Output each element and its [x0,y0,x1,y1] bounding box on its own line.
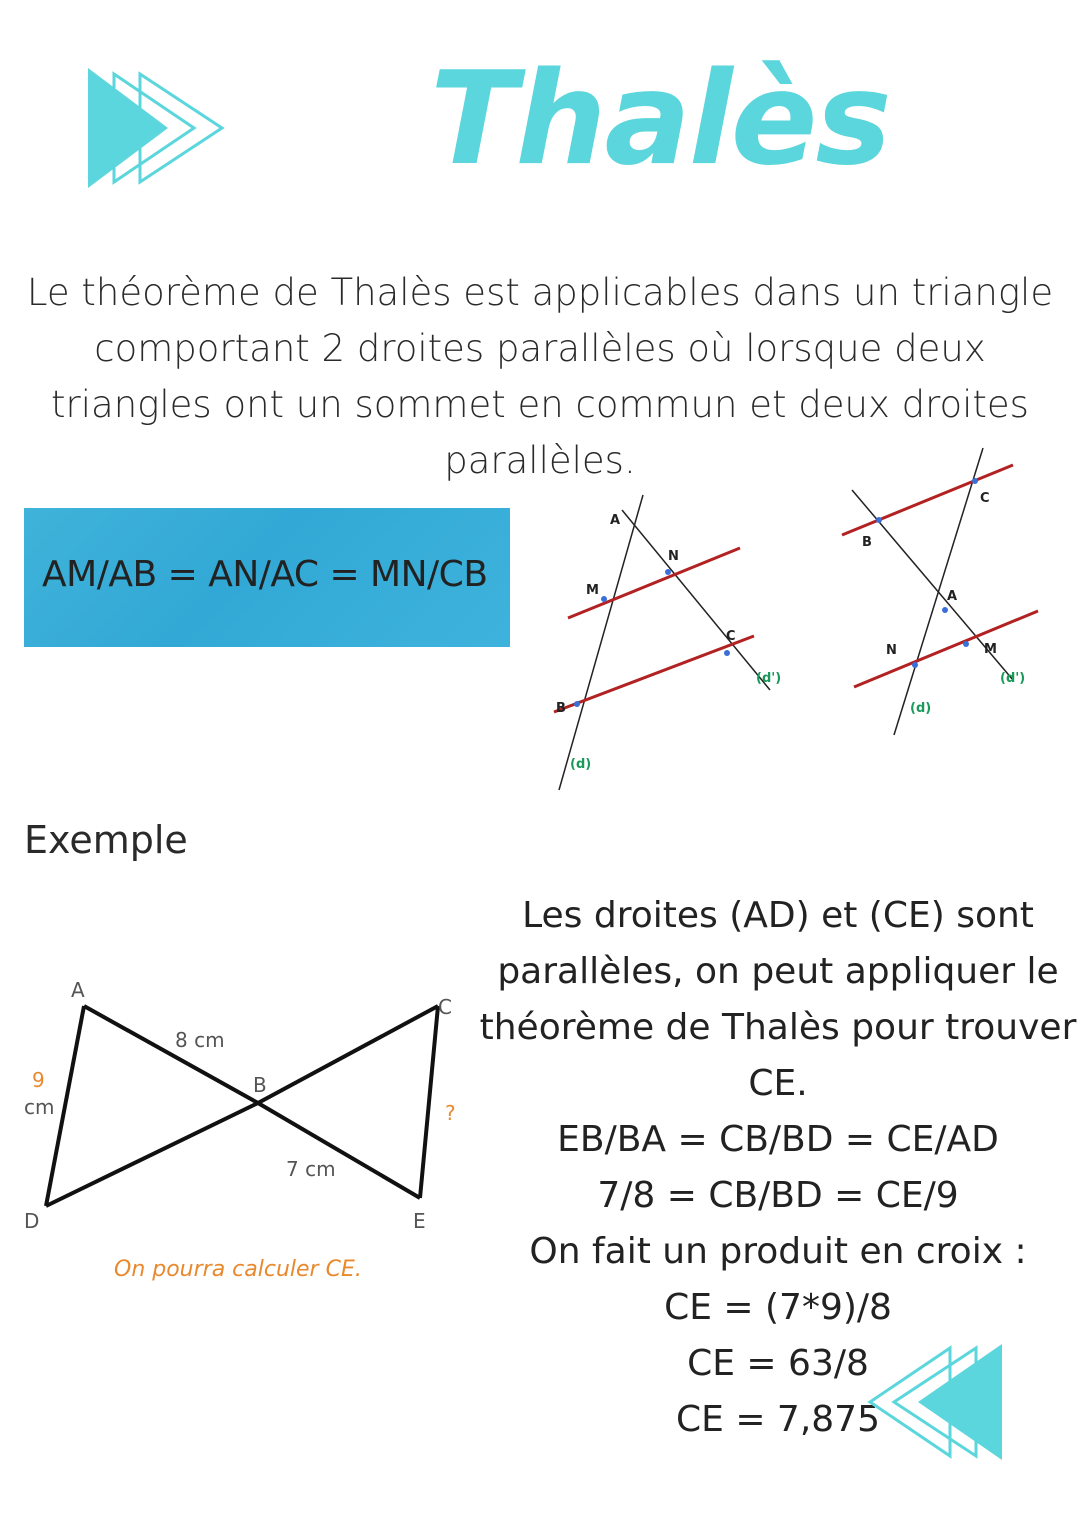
example-label-d: D [24,1209,40,1233]
solution-line: Les droites (AD) et (CE) sont [522,895,1034,936]
example-label-e: E [413,1209,426,1233]
solution-line: 7/8 = CB/BD = CE/9 [597,1175,959,1216]
formula-box [24,508,510,647]
fig2-label-m: M [984,642,997,657]
intro-paragraph: Le théorème de Thalès est applicables dans un triangle comportant 2 droites parallèles où lorsque deux triangles ont un sommet en commun et deux droites parallèles. [26,271,1054,482]
fig2-label-d: (d) [910,701,932,716]
formula-text: AM/AB = AN/AC = MN/CB [42,554,488,595]
length-be-label: 7 cm [286,1157,336,1181]
fig2-label-a: A [947,589,958,604]
solution-line: CE = 7,875 [676,1399,880,1440]
solution-line: CE = (7*9)/8 [664,1287,892,1328]
length-ab-label: 8 cm [175,1028,225,1052]
example-caption: On pourra calculer CE. [114,1257,362,1282]
solution-line: théorème de Thalès pour trouver [479,1007,1077,1048]
fig2-label-n: N [886,643,897,658]
fig1-label-d-prime: (d') [756,671,782,686]
fig2-label-c: C [980,491,990,506]
backward-arrows-icon [866,1340,1006,1465]
fig1-label-a: A [610,513,621,528]
example-label-c: C [438,995,452,1019]
example-label-a: A [71,978,85,1002]
fig1-label-b: B [556,701,566,716]
length-ad-unit: cm [24,1095,55,1119]
solution-line: EB/BA = CB/BD = CE/AD [557,1119,999,1160]
example-figure [20,970,470,1300]
example-label-b: B [253,1073,267,1097]
solution-line: On fait un produit en croix : [529,1231,1027,1272]
fig2-label-b: B [862,535,872,550]
thales-figure-triangle [540,490,800,800]
page-title: Thalès [430,45,890,194]
fig2-label-d-prime: (d') [1000,671,1026,686]
thales-figure-butterfly [838,440,1048,740]
example-heading: Exemple [24,818,188,862]
solution-line: CE = 63/8 [687,1343,869,1384]
fig1-label-m: M [586,583,599,598]
solution-line: parallèles, on peut appliquer le [497,951,1059,992]
fig1-label-c: C [726,629,736,644]
forward-arrows-icon [86,66,231,191]
fig1-label-d: (d) [570,757,592,772]
fig1-label-n: N [668,549,679,564]
length-ad-value: 9 [32,1068,45,1092]
solution-line: CE. [748,1063,808,1104]
unknown-ce-label: ? [445,1101,456,1125]
